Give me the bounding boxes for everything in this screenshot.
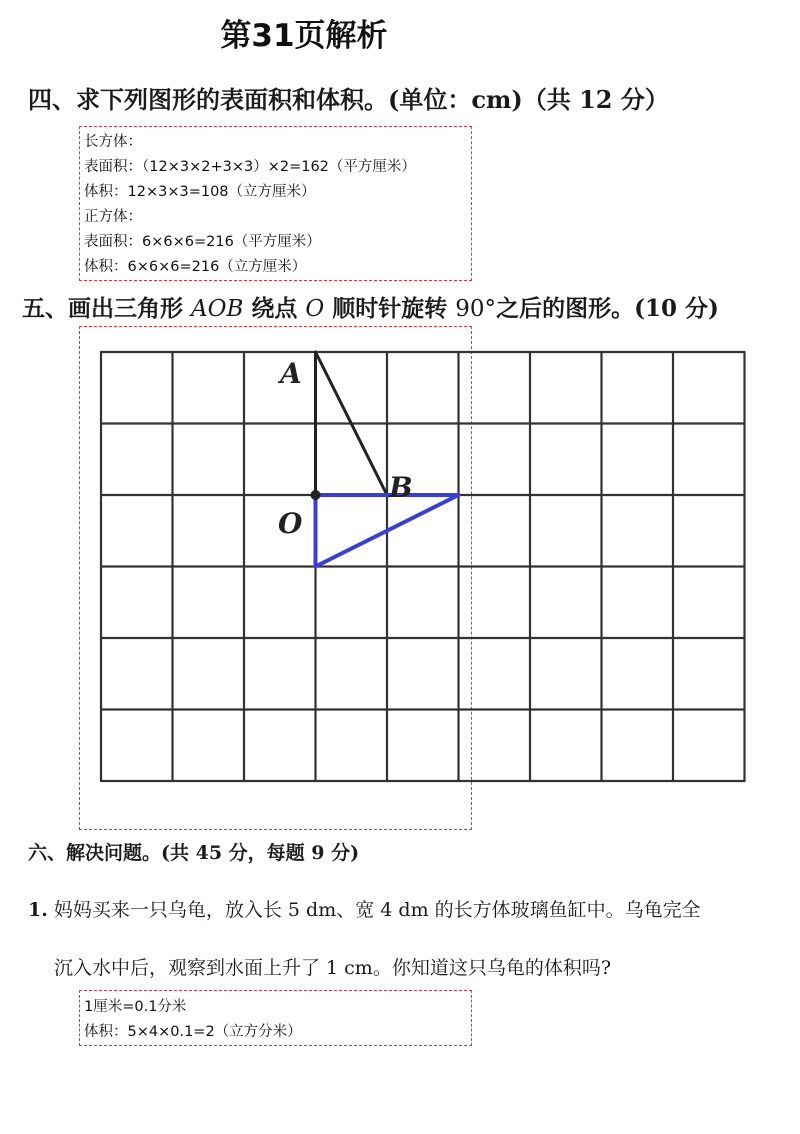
rotation-center-point (311, 490, 321, 500)
answer-line: 长方体： (84, 134, 142, 150)
problem-text: 妈妈买来一只乌龟，放入长 5 dm、宽 4 dm 的长方体玻璃鱼缸中。乌龟完全 (53, 899, 701, 921)
heading-text: 绕点 (243, 295, 306, 322)
heading-text: 顺时针旋转 (324, 295, 456, 322)
section-6-heading-text: 六、解决问题。(共 45 分，每题 9 分) (28, 842, 360, 864)
answer-line: 1厘米=0.1分米 (84, 999, 187, 1015)
triangle-figures (311, 352, 459, 567)
rotation-angle: 90° (455, 296, 497, 322)
point-label-o: O (278, 507, 303, 540)
point-label-b: B (389, 471, 413, 504)
point-label-a: A (280, 357, 302, 390)
section-6-heading (28, 838, 359, 865)
triangle-name: AOB (191, 296, 244, 322)
grid-lines (101, 352, 745, 781)
section-4-heading: 四、求下列图形的表面积和体积。(单位：cm)（共 12 分） (28, 85, 669, 114)
answer-line: 体积：6×6×6=216（立方厘米） (84, 259, 307, 275)
heading-text: 五、画出三角形 (22, 295, 192, 322)
heading-text: 之后的图形。(10 分) (496, 295, 719, 322)
answer-line: 体积：12×3×3=108（立方厘米） (84, 184, 316, 200)
problem-number: 1. (28, 899, 48, 921)
page-title: 第31页解析 (220, 18, 388, 54)
problem-1-line-2: 沉入水中后，观察到水面上升了 1 cm。你知道这只乌龟的体积吗? (54, 957, 612, 979)
point-name: O (305, 296, 325, 322)
answer-line: 表面积：（12×3×2+3×3）×2=162（平方厘米） (84, 159, 416, 175)
answer-line: 正方体： (84, 209, 142, 225)
answer-line: 表面积：6×6×6=216（平方厘米） (84, 234, 321, 250)
answer-line: 体积：5×4×0.1=2（立方分米） (84, 1024, 302, 1040)
problem-1-line-1 (28, 895, 701, 922)
problem-1-answer-box (79, 990, 472, 1046)
